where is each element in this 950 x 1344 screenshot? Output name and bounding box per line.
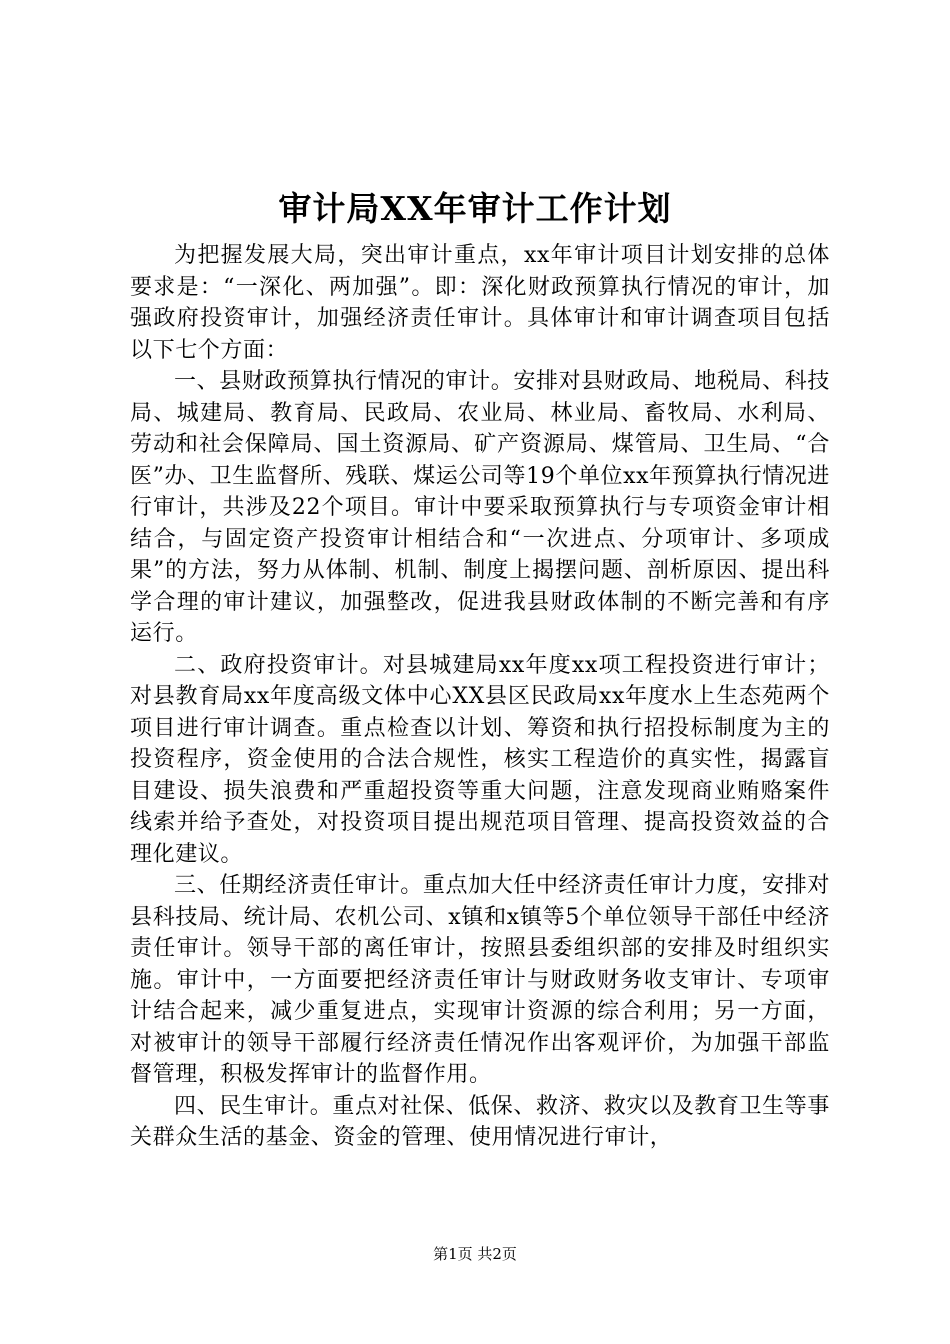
paragraph-livelihood-audit: 四、民生审计。重点对社保、低保、救济、救灾以及教育卫生等事关群众生活的基金、资金的管理、使用情况进行审计，	[130, 1093, 830, 1150]
paragraph-intro: 为把握发展大局，突出审计重点，xx年审计项目计划安排的总体要求是：“一深化、两加强”。即：深化财政预算执行情况的审计，加强政府投资审计，加强经济责任审计。具体审计和审计调查项目包括以下七个方面：	[130, 243, 830, 363]
paragraph-budget-audit: 一、县财政预算执行情况的审计。安排对县财政局、地税局、科技局、城建局、教育局、民政局、农业局、林业局、畜牧局、水利局、劳动和社会保障局、国土资源局、矿产资源局、煤管局、卫生局、“合医”办、卫生监督所、残联、煤运公司等19个单位xx年预算执行情况进行审计，共涉及22个项目。审计中要采取预算执行与专项资金审计相结合，与固定资产投资审计相结合和“一次进点、分项审计、多项成果”的方法，努力从体制、机制、制度上揭摆问题、剖析原因、提出科学合理的审计建议，加强整改，促进我县财政体制的不断完善和有序运行。	[130, 369, 830, 646]
document-title: 审计局XX年审计工作计划	[278, 189, 672, 228]
paragraph-investment-audit: 二、政府投资审计。对县城建局xx年度xx项工程投资进行审计；对县教育局xx年度高级文体中心XX县区民政局xx年度水上生态苑两个项目进行审计调查。重点检查以计划、筹资和执行招投标制度为主的投资程序，资金使用的合法合规性，核实工程造价的真实性，揭露盲目建设、损失浪费和严重超投资等重大问题，注意发现商业贿赂案件线索并给予查处，对投资项目提出规范项目管理、提高投资效益的合理化建议。	[130, 652, 830, 867]
document-body	[130, 240, 830, 1154]
page-footer: 第1页 共2页	[433, 1245, 517, 1263]
paragraph-responsibility-audit: 三、任期经济责任审计。重点加大任中经济责任审计力度，安排对县科技局、统计局、农机公司、x镇和x镇等5个单位领导干部任中经济责任审计。领导干部的离任审计，按照县委组织部的安排及时组织实施。审计中，一方面要把经济责任审计与财政财务收支审计、专项审计结合起来，减少重复进点，实现审计资源的综合利用；另一方面，对被审计的领导干部履行经济责任情况作出客观评价，为加强干部监督管理，积极发挥审计的监督作用。	[130, 873, 830, 1087]
